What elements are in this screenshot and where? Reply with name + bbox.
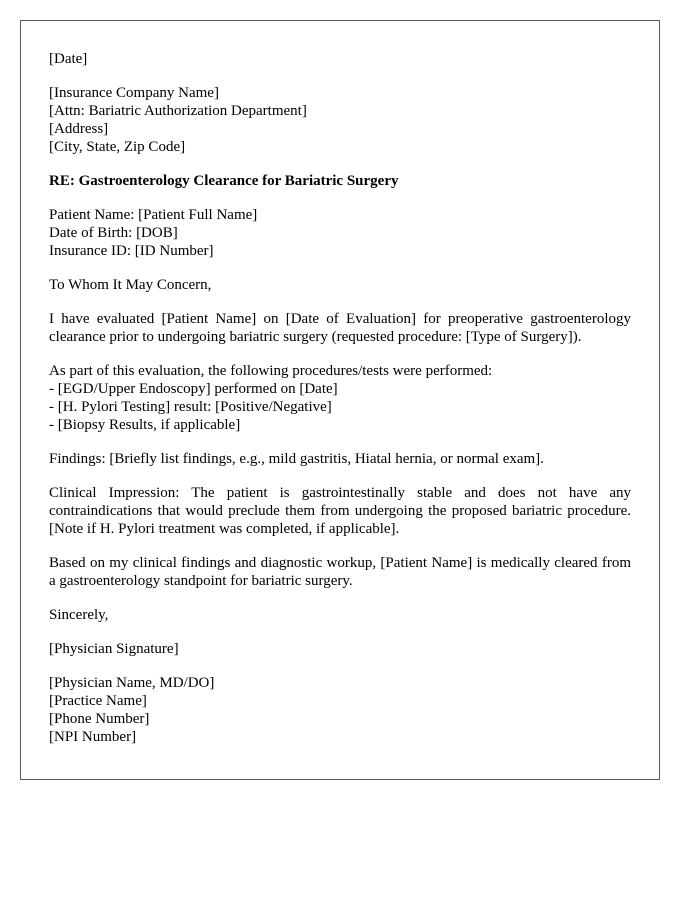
conclusion-paragraph: Based on my clinical findings and diagnostic workup, [Patient Name] is medically cleared from a gastroenterology standpoint for bariatric surgery.	[49, 555, 631, 589]
physician-info-block	[49, 674, 631, 746]
closing: Sincerely,	[49, 607, 109, 623]
letter-date: [Date]	[49, 51, 88, 67]
procedure-item: - [H. Pylori Testing] result: [Positive/Negative]	[49, 399, 332, 415]
recipient-address: [Address]	[49, 121, 109, 137]
patient-insurance-id: Insurance ID: [ID Number]	[49, 243, 214, 259]
physician-signature: [Physician Signature]	[49, 641, 179, 657]
procedure-item: - [EGD/Upper Endoscopy] performed on [Date]	[49, 381, 338, 397]
patient-dob: Date of Birth: [DOB]	[49, 225, 178, 241]
impression-paragraph: Clinical Impression: The patient is gastrointestinally stable and does not have any contraindications that would preclude them from undergoing the proposed bariatric procedure. [Note if H. Pylori treatment was completed, if applicable].	[49, 485, 631, 537]
signature-block	[49, 640, 631, 658]
subject-block	[49, 172, 631, 190]
patient-name: Patient Name: [Patient Full Name]	[49, 207, 258, 223]
recipient-address-block	[49, 84, 631, 156]
recipient-attn: [Attn: Bariatric Authorization Department]	[49, 103, 307, 119]
salutation-block	[49, 276, 631, 294]
procedure-item: - [Biopsy Results, if applicable]	[49, 417, 241, 433]
procedures-block	[49, 362, 631, 434]
phone-number: [Phone Number]	[49, 711, 150, 727]
salutation: To Whom It May Concern,	[49, 277, 212, 293]
letter-document	[20, 20, 660, 780]
recipient-company: [Insurance Company Name]	[49, 85, 219, 101]
subject-line: RE: Gastroenterology Clearance for Bariatric Surgery	[49, 173, 399, 189]
findings-paragraph: Findings: [Briefly list findings, e.g., mild gastritis, Hiatal hernia, or normal exam].	[49, 451, 544, 467]
procedures-heading: As part of this evaluation, the following procedures/tests were performed:	[49, 363, 493, 379]
date-block	[49, 50, 631, 68]
physician-name: [Physician Name, MD/DO]	[49, 675, 215, 691]
practice-name: [Practice Name]	[49, 693, 147, 709]
npi-number: [NPI Number]	[49, 729, 137, 745]
intro-paragraph: I have evaluated [Patient Name] on [Date of Evaluation] for preoperative gastroenterology clearance prior to undergoing bariatric surgery (requested procedure: [Type of Surgery]).	[49, 311, 631, 345]
recipient-city-state-zip: [City, State, Zip Code]	[49, 139, 186, 155]
patient-info-block	[49, 206, 631, 260]
closing-block	[49, 606, 631, 624]
